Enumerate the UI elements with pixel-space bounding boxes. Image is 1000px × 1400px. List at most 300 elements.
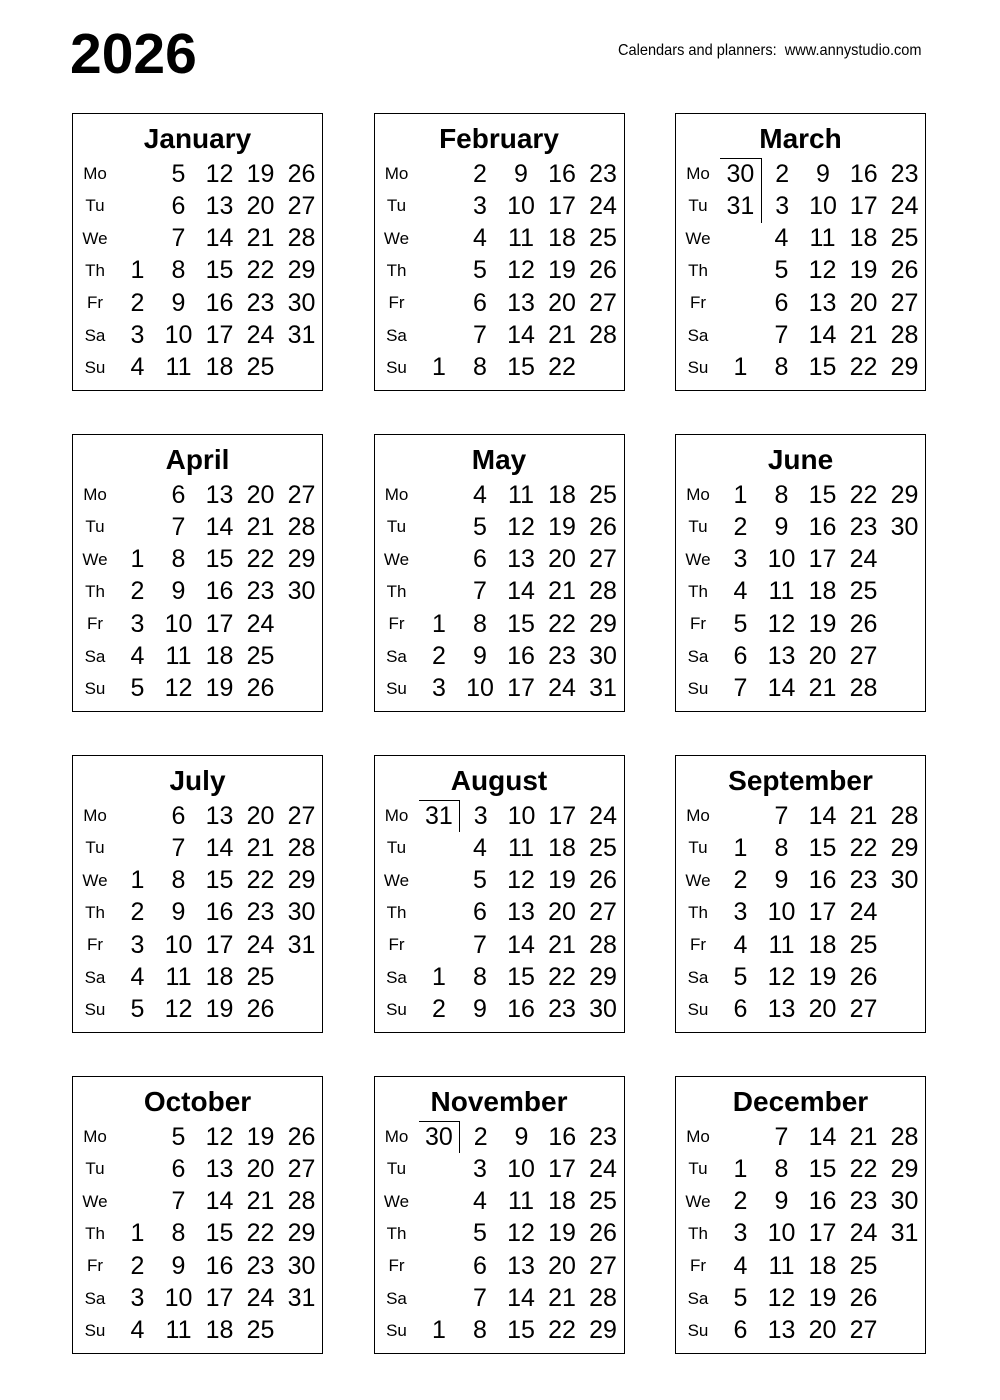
day-cell: 17 bbox=[808, 1219, 837, 1248]
day-cell: 11 bbox=[165, 353, 192, 382]
weekday-row-fr bbox=[375, 287, 624, 319]
day-cell: 18 bbox=[205, 963, 234, 992]
day-cell-empty bbox=[419, 511, 460, 543]
day-cell: 30 bbox=[287, 288, 316, 317]
day-cell: 9 bbox=[514, 159, 528, 188]
day-cell-empty bbox=[419, 287, 460, 319]
weekday-row-sa bbox=[676, 319, 925, 351]
weekday-row-tu bbox=[676, 1153, 925, 1185]
weekday-row-th bbox=[73, 1218, 322, 1250]
week-cells bbox=[117, 511, 322, 543]
weekday-label: Th bbox=[85, 902, 105, 922]
week-cells bbox=[419, 800, 624, 832]
day-cell: 13 bbox=[767, 1316, 796, 1345]
month-rows bbox=[375, 1121, 624, 1347]
day-cell: 9 bbox=[171, 898, 186, 927]
week-cells bbox=[419, 929, 624, 961]
month-title: June bbox=[767, 444, 834, 475]
day-cell: 2 bbox=[733, 866, 748, 895]
day-cell: 22 bbox=[246, 866, 275, 895]
day-cell: 17 bbox=[808, 545, 837, 574]
day-cell: 21 bbox=[849, 1122, 878, 1151]
week-cells bbox=[419, 1250, 624, 1282]
day-cell: 14 bbox=[205, 224, 234, 253]
day-cell: 28 bbox=[890, 321, 919, 350]
weekday-row-su bbox=[676, 352, 925, 384]
day-cell: 29 bbox=[890, 480, 919, 509]
week-cells bbox=[419, 640, 624, 672]
day-cell: 8 bbox=[473, 609, 487, 638]
day-cell: 11 bbox=[508, 224, 534, 253]
day-cell: 3 bbox=[733, 545, 748, 574]
month-rows bbox=[73, 800, 322, 1026]
day-cell: 22 bbox=[548, 353, 576, 382]
day-cell-empty bbox=[281, 1315, 322, 1347]
day-cell: 26 bbox=[246, 674, 275, 703]
week-cells bbox=[419, 190, 624, 222]
day-cell: 20 bbox=[808, 1316, 837, 1345]
day-cell-empty bbox=[884, 929, 925, 961]
day-cell: 29 bbox=[589, 1316, 617, 1345]
week-cells bbox=[117, 608, 322, 640]
day-cell: 28 bbox=[287, 224, 316, 253]
day-cell: 31 bbox=[287, 1284, 316, 1313]
day-cell: 2 bbox=[130, 288, 145, 317]
weekday-row-mo bbox=[375, 800, 624, 832]
day-cell: 11 bbox=[165, 1316, 192, 1345]
month-title: October bbox=[143, 1086, 252, 1117]
month-title: November bbox=[430, 1086, 568, 1117]
weekday-row-mo bbox=[676, 158, 925, 190]
week-cells bbox=[117, 800, 322, 832]
day-cell-empty bbox=[419, 832, 460, 864]
weekday-label: Mo bbox=[686, 806, 710, 826]
day-cell: 17 bbox=[507, 674, 535, 703]
day-cell: 6 bbox=[774, 288, 789, 317]
day-cell: 27 bbox=[589, 1251, 617, 1280]
day-cell: 13 bbox=[507, 288, 535, 317]
weekday-row-fr bbox=[73, 1250, 322, 1282]
day-cell: 28 bbox=[890, 801, 919, 830]
week-cells bbox=[117, 319, 322, 351]
day-cell: 16 bbox=[205, 288, 234, 317]
week-cells bbox=[720, 1315, 925, 1347]
weekday-label: Mo bbox=[384, 485, 409, 505]
day-cell: 26 bbox=[246, 995, 275, 1024]
day-cell: 19 bbox=[205, 995, 234, 1024]
day-cell: 7 bbox=[733, 674, 748, 703]
day-cell: 12 bbox=[507, 866, 535, 895]
day-cell: 7 bbox=[171, 833, 186, 862]
weekday-label: Su bbox=[84, 678, 106, 698]
weekday-label: We bbox=[685, 870, 711, 890]
day-cell: 5 bbox=[733, 1284, 748, 1313]
weekday-row-su bbox=[375, 673, 624, 705]
day-cell: 27 bbox=[589, 898, 617, 927]
calendar-grid bbox=[72, 113, 926, 1354]
weekday-row-th bbox=[676, 897, 925, 929]
day-cell: 29 bbox=[287, 256, 316, 285]
day-cell: 29 bbox=[287, 866, 316, 895]
day-cell: 19 bbox=[849, 256, 878, 285]
weekday-label: Fr bbox=[689, 614, 707, 634]
day-cell: 2 bbox=[473, 1122, 488, 1151]
day-cell: 17 bbox=[548, 191, 576, 220]
weekday-label: Su bbox=[84, 999, 106, 1019]
weekday-label: Mo bbox=[83, 1127, 107, 1147]
day-cell-empty bbox=[884, 640, 925, 672]
weekday-row-sa bbox=[73, 1282, 322, 1314]
week-cells bbox=[117, 673, 322, 705]
day-cell: 23 bbox=[589, 159, 617, 188]
weekday-label: Sa bbox=[386, 646, 407, 666]
day-cell: 31 bbox=[287, 930, 316, 959]
weekday-label: Mo bbox=[686, 1127, 710, 1147]
day-cell: 26 bbox=[849, 963, 878, 992]
day-cell: 14 bbox=[205, 512, 234, 541]
day-cell: 25 bbox=[849, 1251, 878, 1280]
day-cell: 30 bbox=[890, 1187, 919, 1216]
week-cells bbox=[720, 479, 925, 511]
day-cell: 17 bbox=[548, 1154, 576, 1183]
day-cell: 16 bbox=[808, 512, 837, 541]
weekday-row-we bbox=[73, 544, 322, 576]
weekday-label: Th bbox=[688, 581, 708, 601]
day-cell: 13 bbox=[507, 1251, 535, 1280]
weekday-label: Tu bbox=[85, 838, 105, 858]
day-cell: 12 bbox=[767, 963, 796, 992]
day-cell: 22 bbox=[849, 353, 878, 382]
weekday-row-tu bbox=[375, 190, 624, 222]
month-title: February bbox=[439, 123, 559, 154]
weekday-label: Tu bbox=[688, 1159, 708, 1179]
week-cells bbox=[117, 865, 322, 897]
day-cell: 2 bbox=[432, 995, 446, 1024]
weekday-row-tu bbox=[73, 190, 322, 222]
weekday-label: Th bbox=[386, 1223, 407, 1243]
day-cell: 10 bbox=[164, 930, 193, 959]
day-cell: 24 bbox=[589, 801, 617, 830]
weekday-row-su bbox=[73, 1315, 322, 1347]
day-cell: 5 bbox=[473, 512, 487, 541]
week-cells bbox=[419, 1315, 624, 1347]
day-cell-empty bbox=[281, 961, 322, 993]
day-cell: 2 bbox=[775, 159, 790, 188]
day-cell: 27 bbox=[589, 288, 617, 317]
weekday-label: Tu bbox=[688, 838, 708, 858]
day-cell: 2 bbox=[733, 1187, 748, 1216]
weekday-label: Tu bbox=[85, 517, 105, 537]
day-cell: 28 bbox=[287, 512, 316, 541]
week-cells bbox=[117, 223, 322, 255]
day-cell: 14 bbox=[767, 674, 796, 703]
day-cell-empty bbox=[117, 800, 158, 832]
weekday-label: Mo bbox=[384, 806, 409, 826]
day-cell: 5 bbox=[733, 963, 748, 992]
day-cell: 10 bbox=[767, 545, 796, 574]
day-cell-empty bbox=[720, 319, 761, 351]
day-cell: 26 bbox=[287, 159, 316, 188]
day-cell: 23 bbox=[246, 577, 275, 606]
weekday-label: Th bbox=[688, 260, 708, 280]
year-title: 2026 bbox=[70, 22, 197, 86]
weekday-row-we bbox=[375, 544, 624, 576]
day-cell: 10 bbox=[767, 898, 796, 927]
day-cell: 21 bbox=[548, 321, 576, 350]
weekday-row-mo bbox=[676, 800, 925, 832]
day-cell: 15 bbox=[507, 609, 535, 638]
day-cell: 8 bbox=[171, 866, 186, 895]
day-cell: 25 bbox=[589, 480, 617, 509]
day-cell: 5 bbox=[473, 1219, 487, 1248]
day-cell: 22 bbox=[246, 545, 275, 574]
weekday-row-sa bbox=[676, 1282, 925, 1314]
weekday-label: Fr bbox=[689, 935, 707, 955]
weekday-row-we bbox=[375, 865, 624, 897]
day-cell-empty bbox=[419, 1153, 460, 1185]
day-cell: 22 bbox=[849, 480, 878, 509]
day-cell-empty bbox=[117, 1186, 158, 1218]
week-cells bbox=[117, 544, 322, 576]
weekday-label: Fr bbox=[388, 614, 405, 634]
weekday-label: Th bbox=[386, 581, 407, 601]
day-cell: 10 bbox=[507, 191, 535, 220]
weekday-row-we bbox=[676, 1186, 925, 1218]
day-cell-empty bbox=[884, 673, 925, 705]
weekday-row-mo bbox=[73, 158, 322, 190]
weekday-label: Sa bbox=[386, 1288, 407, 1308]
day-cell: 1 bbox=[130, 545, 145, 574]
month-box-march bbox=[675, 113, 926, 391]
day-cell: 1 bbox=[130, 1219, 145, 1248]
week-cells bbox=[117, 1315, 322, 1347]
week-cells bbox=[419, 319, 624, 351]
weekday-label: Tu bbox=[386, 1159, 407, 1179]
day-cell-empty bbox=[117, 223, 158, 255]
day-cell: 30 bbox=[287, 577, 316, 606]
day-cell: 19 bbox=[548, 256, 576, 285]
day-cell: 22 bbox=[246, 1219, 275, 1248]
day-cell: 13 bbox=[808, 288, 837, 317]
month-box-may bbox=[374, 434, 625, 712]
day-cell: 30 bbox=[720, 158, 762, 190]
day-cell: 28 bbox=[287, 1187, 316, 1216]
weekday-row-fr bbox=[375, 1250, 624, 1282]
day-cell: 27 bbox=[287, 191, 316, 220]
day-cell: 2 bbox=[473, 159, 487, 188]
week-cells bbox=[419, 1218, 624, 1250]
weekday-row-fr bbox=[73, 608, 322, 640]
day-cell: 16 bbox=[548, 159, 576, 188]
day-cell: 12 bbox=[507, 512, 535, 541]
week-cells bbox=[720, 994, 925, 1026]
day-cell: 20 bbox=[548, 898, 576, 927]
day-cell: 20 bbox=[808, 642, 837, 671]
weekday-row-mo bbox=[676, 1121, 925, 1153]
day-cell: 3 bbox=[130, 321, 145, 350]
day-cell: 14 bbox=[507, 577, 535, 606]
weekday-label: Mo bbox=[686, 164, 710, 184]
day-cell: 9 bbox=[514, 1122, 529, 1151]
day-cell: 24 bbox=[246, 1284, 275, 1313]
day-cell-empty bbox=[419, 479, 460, 511]
weekday-row-tu bbox=[375, 1153, 624, 1185]
month-title: April bbox=[165, 444, 230, 475]
weekday-row-mo bbox=[73, 1121, 322, 1153]
day-cell: 16 bbox=[205, 577, 234, 606]
day-cell: 18 bbox=[808, 930, 837, 959]
day-cell: 8 bbox=[774, 1154, 789, 1183]
day-cell: 16 bbox=[205, 1251, 234, 1280]
day-cell: 17 bbox=[205, 1284, 234, 1313]
day-cell: 19 bbox=[246, 1122, 275, 1151]
month-box-december bbox=[675, 1076, 926, 1354]
day-cell: 8 bbox=[171, 545, 186, 574]
week-cells bbox=[117, 1121, 322, 1153]
day-cell: 25 bbox=[246, 1316, 275, 1345]
week-cells bbox=[720, 929, 925, 961]
day-cell: 20 bbox=[246, 1154, 275, 1183]
week-cells bbox=[419, 897, 624, 929]
day-cell: 15 bbox=[808, 353, 837, 382]
week-cells bbox=[720, 865, 925, 897]
day-cell: 15 bbox=[808, 833, 837, 862]
day-cell-empty bbox=[419, 929, 460, 961]
day-cell: 9 bbox=[473, 642, 487, 671]
weekday-label: Tu bbox=[85, 1159, 105, 1179]
day-cell: 20 bbox=[246, 191, 275, 220]
day-cell: 14 bbox=[808, 1122, 837, 1151]
day-cell-empty bbox=[117, 832, 158, 864]
day-cell: 2 bbox=[432, 642, 446, 671]
day-cell: 13 bbox=[205, 191, 234, 220]
day-cell: 9 bbox=[171, 1251, 186, 1280]
weekday-row-we bbox=[73, 223, 322, 255]
day-cell: 5 bbox=[733, 609, 748, 638]
day-cell: 25 bbox=[890, 224, 919, 253]
day-cell: 4 bbox=[774, 224, 789, 253]
day-cell-empty bbox=[117, 511, 158, 543]
day-cell: 10 bbox=[507, 801, 536, 830]
day-cell: 25 bbox=[589, 1187, 617, 1216]
day-cell: 2 bbox=[733, 512, 748, 541]
day-cell: 21 bbox=[246, 512, 275, 541]
weekday-row-th bbox=[375, 1218, 624, 1250]
day-cell: 3 bbox=[775, 191, 790, 220]
day-cell: 1 bbox=[432, 1316, 446, 1345]
week-cells bbox=[117, 1282, 322, 1314]
day-cell: 18 bbox=[205, 642, 234, 671]
weekday-row-we bbox=[73, 1186, 322, 1218]
week-cells bbox=[419, 608, 624, 640]
weekday-label: We bbox=[82, 870, 108, 890]
week-cells bbox=[720, 287, 925, 319]
day-cell: 1 bbox=[130, 866, 145, 895]
day-cell: 6 bbox=[733, 642, 748, 671]
day-cell: 11 bbox=[768, 577, 795, 606]
weekday-label: Tu bbox=[85, 196, 105, 216]
day-cell-empty bbox=[117, 479, 158, 511]
week-cells bbox=[720, 255, 925, 287]
month-rows bbox=[676, 800, 925, 1026]
day-cell: 26 bbox=[849, 1284, 878, 1313]
day-cell: 18 bbox=[548, 480, 576, 509]
day-cell-empty bbox=[720, 287, 761, 319]
day-cell: 17 bbox=[205, 321, 234, 350]
day-cell: 12 bbox=[767, 1284, 796, 1313]
day-cell: 27 bbox=[849, 995, 878, 1024]
month-box-july bbox=[72, 755, 323, 1033]
day-cell: 18 bbox=[205, 353, 234, 382]
day-cell: 12 bbox=[507, 256, 535, 285]
day-cell: 4 bbox=[130, 642, 145, 671]
day-cell: 26 bbox=[849, 609, 878, 638]
weekday-label: Sa bbox=[386, 325, 407, 345]
day-cell: 13 bbox=[205, 1154, 234, 1183]
week-cells bbox=[720, 673, 925, 705]
day-cell: 8 bbox=[171, 1219, 186, 1248]
day-cell: 28 bbox=[589, 930, 617, 959]
weekday-row-mo bbox=[676, 479, 925, 511]
day-cell-empty bbox=[720, 1121, 761, 1153]
day-cell: 10 bbox=[507, 1154, 535, 1183]
month-box-september bbox=[675, 755, 926, 1033]
week-cells bbox=[117, 1218, 322, 1250]
month-title: January bbox=[143, 123, 252, 154]
weekday-row-th bbox=[73, 576, 322, 608]
week-cells bbox=[419, 832, 624, 864]
day-cell: 30 bbox=[287, 898, 316, 927]
day-cell: 31 bbox=[720, 190, 762, 222]
weekday-row-mo bbox=[375, 158, 624, 190]
weekday-row-tu bbox=[676, 190, 925, 222]
day-cell-empty bbox=[884, 961, 925, 993]
day-cell: 3 bbox=[130, 609, 145, 638]
day-cell: 28 bbox=[589, 577, 617, 606]
day-cell: 3 bbox=[130, 1284, 145, 1313]
day-cell: 5 bbox=[171, 1122, 186, 1151]
week-cells bbox=[117, 190, 322, 222]
day-cell: 26 bbox=[589, 1219, 617, 1248]
day-cell: 18 bbox=[548, 1187, 576, 1216]
day-cell: 11 bbox=[768, 930, 795, 959]
weekday-label: Fr bbox=[86, 614, 104, 634]
weekday-label: Sa bbox=[84, 646, 106, 666]
weekday-row-fr bbox=[676, 287, 925, 319]
day-cell: 9 bbox=[171, 288, 186, 317]
day-cell: 5 bbox=[473, 866, 487, 895]
day-cell: 3 bbox=[473, 191, 487, 220]
day-cell: 3 bbox=[130, 930, 145, 959]
month-box-april bbox=[72, 434, 323, 712]
day-cell-empty bbox=[884, 544, 925, 576]
day-cell: 19 bbox=[548, 1219, 576, 1248]
day-cell: 19 bbox=[548, 866, 576, 895]
day-cell: 10 bbox=[466, 674, 494, 703]
week-cells bbox=[720, 190, 925, 222]
weekday-label: Mo bbox=[384, 164, 409, 184]
weekday-label: Sa bbox=[84, 967, 106, 987]
weekday-row-su bbox=[375, 994, 624, 1026]
week-cells bbox=[117, 961, 322, 993]
weekday-row-fr bbox=[375, 929, 624, 961]
day-cell: 14 bbox=[507, 321, 535, 350]
day-cell: 21 bbox=[808, 674, 837, 703]
day-cell: 12 bbox=[808, 256, 837, 285]
day-cell: 7 bbox=[473, 930, 487, 959]
day-cell-empty bbox=[117, 1153, 158, 1185]
day-cell: 8 bbox=[774, 833, 789, 862]
